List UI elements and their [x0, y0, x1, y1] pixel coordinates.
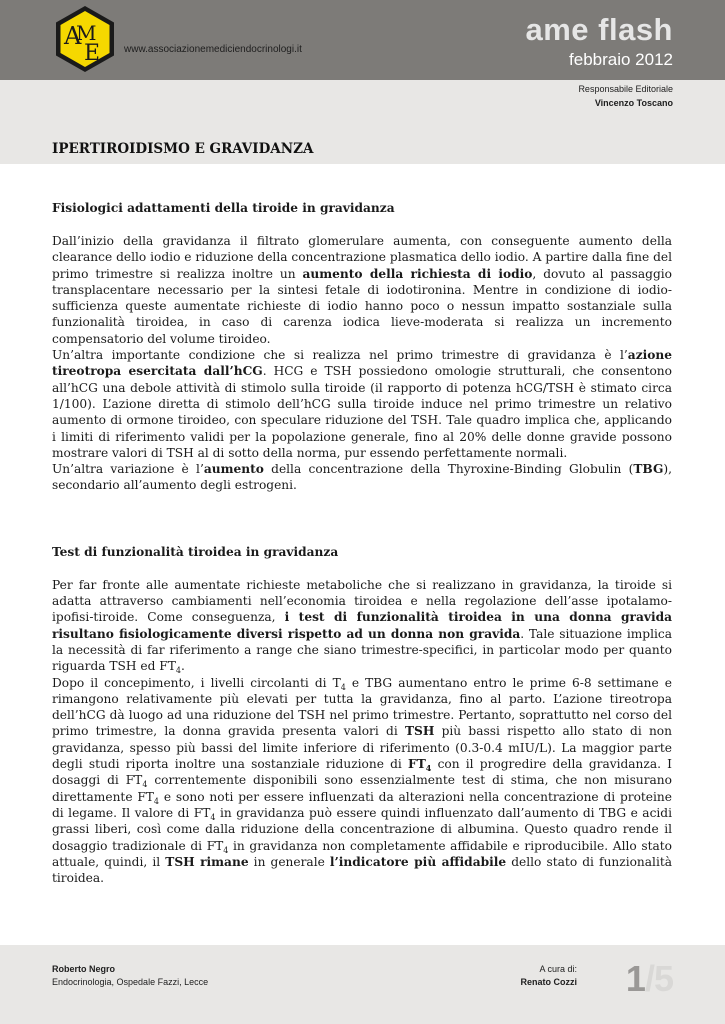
page-total: 5 [653, 958, 673, 999]
svg-text:A: A [64, 22, 82, 50]
editor-name: Vincenzo Toscano [594, 98, 673, 108]
author-name: Roberto Negro [52, 964, 115, 974]
svg-text:E: E [84, 41, 101, 66]
curator-label: A cura di: [539, 964, 577, 974]
page-separator: / [644, 958, 654, 999]
paragraph: Dall’inizio della gravidanza il filtrato glomerulare aumenta, con conseguente aumento della clearance dello iodio e riduzione della concentrazione plasmatica dello iodio. A partire dalla fine del primo trimestre si realizza inoltre un aumento della richiesta di iodio, dovuto al passaggio transplacentare necessario per la sintesi fetale di iodotironina. Mentre in condizione di iodio-sufficienza queste aumentate richieste di iodio hanno poco o nessun impatto sostanziale sulla funzionalità tiroidea, in caso di carenza iodica lieve-moderata si realizza un incremento compensatorio del volume tiroideo. [52, 234, 672, 346]
svg-text:M: M [76, 21, 97, 45]
paragraph: Un’altra importante condizione che si realizza nel primo trimestre di gravidanza è l’azione tireotropa esercitata dall’hCG. HCG e TSH possiedono omologie strutturali, che consentono all’hCG una debole attività di stimolo sulla tiroide (il rapporto di potenza hCG/TSH è stimato circa 1/100). L’azione diretta di stimolo dell’hCG sulla tiroide induce nel primo trimestre un relativo aumento di ormone tiroideo, con speculare riduzione del TSH. Tale quadro implica che, applicando i limiti di riferimento validi per la popolazione generale, fino al 20% delle donne gravide possono mostrare valori di TSH al di sotto della norma, pur essendo perfettamente normali. [52, 348, 672, 460]
issue-date: febbraio 2012 [569, 50, 673, 69]
ame-logo [50, 4, 120, 74]
page-title: IPERTIROIDISMO E GRAVIDANZA [52, 141, 314, 157]
page-number [626, 958, 673, 1000]
page-current: 1 [625, 958, 645, 999]
section-heading: Test di funzionalità tiroidea in gravidanza [52, 544, 339, 559]
author-affiliation: Endocrinologia, Ospedale Fazzi, Lecce [52, 977, 209, 987]
site-url[interactable]: www.associazionemediciendocrinologi.it [124, 44, 302, 55]
paragraph: Per far fronte alle aumentate richieste metaboliche che si realizzano in gravidanza, la tiroide si adatta attraverso cambiamenti nell’economia tiroidea e nella regolazione dell’asse ipotalamo-ipofisi-tiroide. Come conseguenza, i test di funzionalità tiroidea in una donna gravida risultano fisiologicamente diversi rispetto ad un donna non gravida. Tale situazione implica la necessità di far riferimento a range che siano trimestre-specifici, in particolar modo per quanto riguarda TSH ed $FT_4$. [52, 577, 672, 676]
brand-title: ame flash [525, 12, 673, 47]
section-heading: Fisiologici adattamenti della tiroide in gravidanza [52, 201, 395, 215]
editor-label: Responsabile Editoriale [578, 84, 673, 94]
article-body [52, 200, 672, 886]
paragraph: Dopo il concepimento, i livelli circolanti di $T_4$ e TBG aumentano entro le prime 6-8 settimane e rimangono relativamente più elevati per tutta la gravidanza, fino al parto. L’azione tireotropa dell’hCG dà luogo ad una riduzione del TSH nel primo trimestre. Pertanto, soprattutto nel corso del primo trimestre, la donna gravida presenta valori di TSH più bassi rispetto allo stato di non gravidanza, spesso più bassi del limite inferiore di riferimento (0.3-0.4 mIU/L). La maggior parte degli studi riporta inoltre una sostanziale riduzione di $FT_4$ con il progredire della gravidanza. I dosaggi di $FT_4$ correntemente disponibili sono essenzialmente test di stima, che non misurano direttamente $FT_4$ e sono noti per essere influenzati da alterazioni nella concentrazione di proteine di legame. Il valore di $FT_4$ in gravidanza può essere quindi influenzato dall’aumento di TBG e acidi grassi liberi, così come dalla riduzione della concentrazione di albumina. Questo quadro rende il dosaggio tradizionale di $FT_4$ in gravidanza non completamente affidabile e riproducibile. Allo stato attuale, quindi, il TSH rimane in generale l’indicatore più affidabile dello stato di funzionalità tiroidea. [52, 675, 673, 886]
paragraph: Un’altra variazione è l’aumento della concentrazione della Thyroxine-Binding Globulin (TBG), secondario all’aumento degli estrogeni. [52, 462, 672, 493]
curator-name: Renato Cozzi [520, 977, 577, 987]
